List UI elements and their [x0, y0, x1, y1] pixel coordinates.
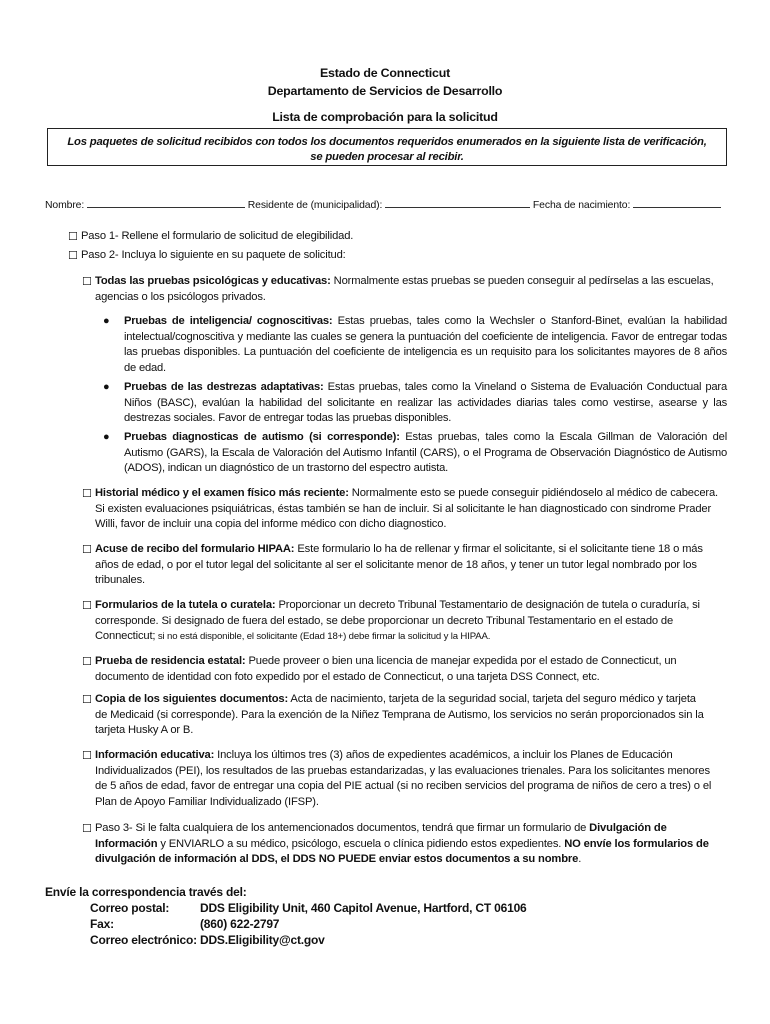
- copies-item: ☐ Copia de los siguientes documentos: Acta de nacimiento, tarjeta de la seguridad social, tarjeta del seguro médico y tarjeta de Medicaid (si corresponde). Para la exención de la Niñez Temprana de Autismo, los servicios no serán proporcionados sin la tarjeta Husky A or B.: [82, 693, 704, 736]
- bullet-icon: ●: [103, 431, 110, 443]
- mail-label: Correo postal:: [90, 901, 170, 915]
- checkbox-icon[interactable]: ☐: [82, 487, 92, 500]
- applicant-fields-row: [45, 197, 735, 214]
- department-heading: Departamento de Servicios de Desarrollo: [267, 84, 503, 98]
- checkbox-icon[interactable]: ☐: [82, 655, 92, 668]
- step-2: ☐ Paso 2- Incluya lo siguiente en su paquete de solicitud:: [68, 249, 346, 262]
- bullet-intelligence: ● Pruebas de inteligencia/ cognoscitivas: Estas pruebas, tales como la Wechsler o Stanford-Binet, evalúan la habilidad intelectual/cognoscitiva y mediante las cuales se genera la puntuación del coeficiente de inteligencia. Favor de entregar todas las pruebas disponibles. La puntuación del coeficiente de inteligencia es un requisito para los solicitantes mayores de 8 años de edad.: [103, 315, 727, 374]
- checkbox-icon[interactable]: ☐: [68, 230, 78, 243]
- name-field[interactable]: [87, 197, 245, 208]
- checkbox-icon[interactable]: ☐: [82, 599, 92, 612]
- medical-item: ☐ Historial médico y el examen físico más reciente: Normalmente esto se puede conseguir pidiéndoselo al médico de cabecera. Si existen evaluaciones psiquiátricas, éstas también se han de incluir. Si al solicitante le han diagnosticado con sindrome Prader Willi, favor de incluir una copia del informe médico con dicho diagnostico.: [82, 487, 718, 530]
- notice-box: [47, 128, 727, 166]
- bullet-icon: ●: [103, 315, 110, 327]
- contact-intro: Envíe la correspondencia través del:: [45, 885, 247, 899]
- residence-item: ☐ Prueba de residencia estatal: Puede proveer o bien una licencia de manejar expedida por el estado de Connecticut, un documento de identidad con foto expedido por el estado de Connecticut, o una tarjeta DSS Connect, etc.: [82, 655, 677, 683]
- checkbox-icon[interactable]: ☐: [82, 822, 92, 835]
- notice-line-2: se pueden procesar al recibir.: [310, 151, 464, 163]
- residence-label: Residente de (municipalidad):: [247, 200, 383, 211]
- checkbox-icon[interactable]: ☐: [82, 693, 92, 706]
- state-heading: Estado de Connecticut: [319, 66, 451, 80]
- bullet-autism: ● Pruebas diagnosticas de autismo (si corresponde): Estas pruebas, tales como la Escala Gillman de Valoración del Autismo (GARS), la Escala de Valoración del Autismo Infantil (CARS), o el Programa de Observación Diagnóstico de Autismo (ADOS), indican un diagnóstico de un trastorno del espectro autista.: [103, 431, 727, 474]
- contact-section: [45, 884, 725, 948]
- guardianship-item: ☐ Formularios de la tutela o curatela: Proporcionar un decreto Tribunal Testamentario de designación de tutela o curaduría, si corresponde. Si designado de fuera del estado, se debe proporcionar un decreto Tribunal Testamentario en el estado de Connecticut; si no está disponible, el solicitante (Edad 18+) debe firmar la solicitud y la HIPAA.: [82, 599, 700, 642]
- fax-value: (860) 622-2797: [200, 917, 280, 931]
- hipaa-item: ☐ Acuse de recibo del formulario HIPAA: Este formulario lo ha de rellenar y firmar el solicitante, si el solicitante tiene 18 o más años de edad, o por el tutor legal del solicitante al ser el solicitante menor de 18 años, y tener un tutor legal nombrado por los tribunales.: [82, 543, 703, 586]
- bullet-icon: ●: [103, 381, 110, 393]
- mail-value: DDS Eligibility Unit, 460 Capitol Avenue, Hartford, CT 06106: [200, 901, 527, 915]
- dob-field[interactable]: [633, 197, 721, 208]
- residence-field[interactable]: [385, 197, 530, 208]
- tests-item: ☐ Todas las pruebas psicológicas y educativas: Normalmente estas pruebas se pueden conseguir al pedírselas a las escuelas, agencias o los psicólogos privados.: [82, 275, 714, 303]
- education-item: ☐ Información educativa: Incluya los últimos tres (3) años de expedientes académicos, a incluir los Planes de Educación Individualizados (PEI), los resultados de las pruebas estandarizadas, y las evaluaciones trienales. Para los solicitantes menores de 5 años de edad, favor de entregar una copia del PIE actual (si no reciben servicios del programa de niños de cero a tres) o el Plan de Apoyo Familiar Individualizado (IFSP).: [82, 749, 712, 808]
- email-value[interactable]: DDS.Eligibility@ct.gov: [200, 933, 325, 947]
- email-row: [45, 932, 725, 948]
- step-1: ☐ Paso 1- Rellene el formulario de solicitud de elegibilidad.: [68, 230, 354, 243]
- checkbox-icon[interactable]: ☐: [82, 543, 92, 556]
- email-label: Correo electrónico:: [90, 933, 197, 947]
- bullet-adaptive: ● Pruebas de las destrezas adaptativas: Estas pruebas, tales como la Vineland o Sistema de Evaluación Conductual para Niños (BASC), evalúan la habilidad del solicitante en realizar las actividades diarias tales como vestirse, asearse y las destrezas sociales. Favor de entregar todas las pruebas disponibles.: [103, 381, 727, 424]
- fax-row: [45, 916, 725, 932]
- page-title: Lista de comprobación para la solicitud: [272, 110, 498, 124]
- checkbox-icon[interactable]: ☐: [68, 249, 78, 262]
- step-3: ☐ Paso 3- Si le falta cualquiera de los antemencionados documentos, tendrá que firmar un formulario de Divulgación de Información y ENVIARLO a su médico, psicólogo, escuela o clínica pidiendo estos expedientes. NO envíe los formularios de divulgación de información al DDS, el DDS NO PUEDE enviar estos documentos a su nombre.: [82, 822, 709, 865]
- mail-row: [45, 900, 725, 916]
- checkbox-icon[interactable]: ☐: [82, 275, 92, 288]
- fax-label: Fax:: [90, 917, 114, 931]
- name-label: Nombre:: [45, 200, 85, 211]
- checkbox-icon[interactable]: ☐: [82, 749, 92, 762]
- notice-line-1: Los paquetes de solicitud recibidos con todos los documentos requeridos enumerados en la siguiente lista de verificación,: [67, 136, 707, 148]
- dob-label: Fecha de nacimiento:: [532, 200, 631, 211]
